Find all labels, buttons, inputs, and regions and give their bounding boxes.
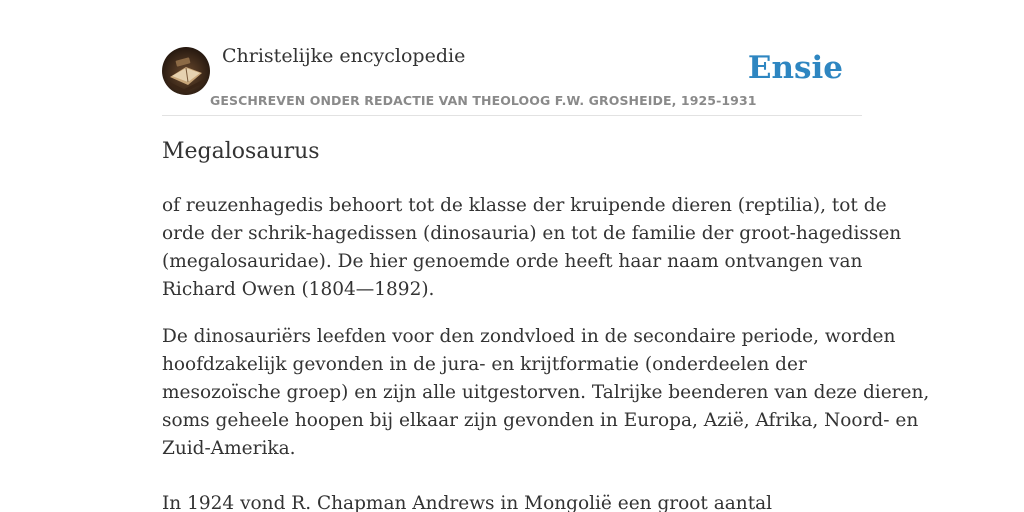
text-line: orde der schrik-hagedissen (dinosauria) en tot de familie der groot-hagedissen — [162, 223, 902, 244]
text-line: mesozoïsche groep) en zijn alle uitgestorven. Talrijke beenderen van deze dieren, — [162, 382, 930, 403]
page-container — [162, 0, 930, 512]
article-paragraph — [162, 192, 902, 304]
text-line: hoofdzakelijk gevonden in de jura- en krijtformatie (onderdeelen der — [162, 354, 807, 375]
text-line: Zuid-Amerika. — [162, 438, 296, 459]
text-line: In 1924 vond R. Chapman Andrews in Mongolië een groot aantal — [162, 493, 773, 512]
site-header — [162, 0, 862, 116]
article-paragraph — [162, 490, 862, 512]
ensie-logo[interactable]: Ensie — [747, 50, 843, 86]
text-line: (megalosauridae). De hier genoemde orde heeft haar naam ontvangen van — [162, 251, 863, 272]
book-photo-icon — [162, 47, 210, 95]
encyclopedia-subtitle: GESCHREVEN ONDER REDACTIE VAN THEOLOOG F.W. GROSHEIDE, 1925-1931 — [210, 93, 757, 108]
avatar[interactable] — [162, 47, 210, 95]
text-line: Richard Owen (1804—1892). — [162, 279, 435, 300]
page-title: Megalosaurus — [162, 139, 320, 164]
article-paragraph — [162, 323, 930, 463]
text-line: of reuzenhagedis behoort tot de klasse der kruipende dieren (reptilia), tot de — [162, 195, 887, 216]
text-line: De dinosauriërs leefden voor den zondvloed in de secondaire periode, worden — [162, 326, 896, 347]
encyclopedia-title[interactable]: Christelijke encyclopedie — [222, 45, 466, 67]
text-line: soms geheele hoopen bij elkaar zijn gevonden in Europa, Azië, Afrika, Noord- en — [162, 410, 919, 431]
